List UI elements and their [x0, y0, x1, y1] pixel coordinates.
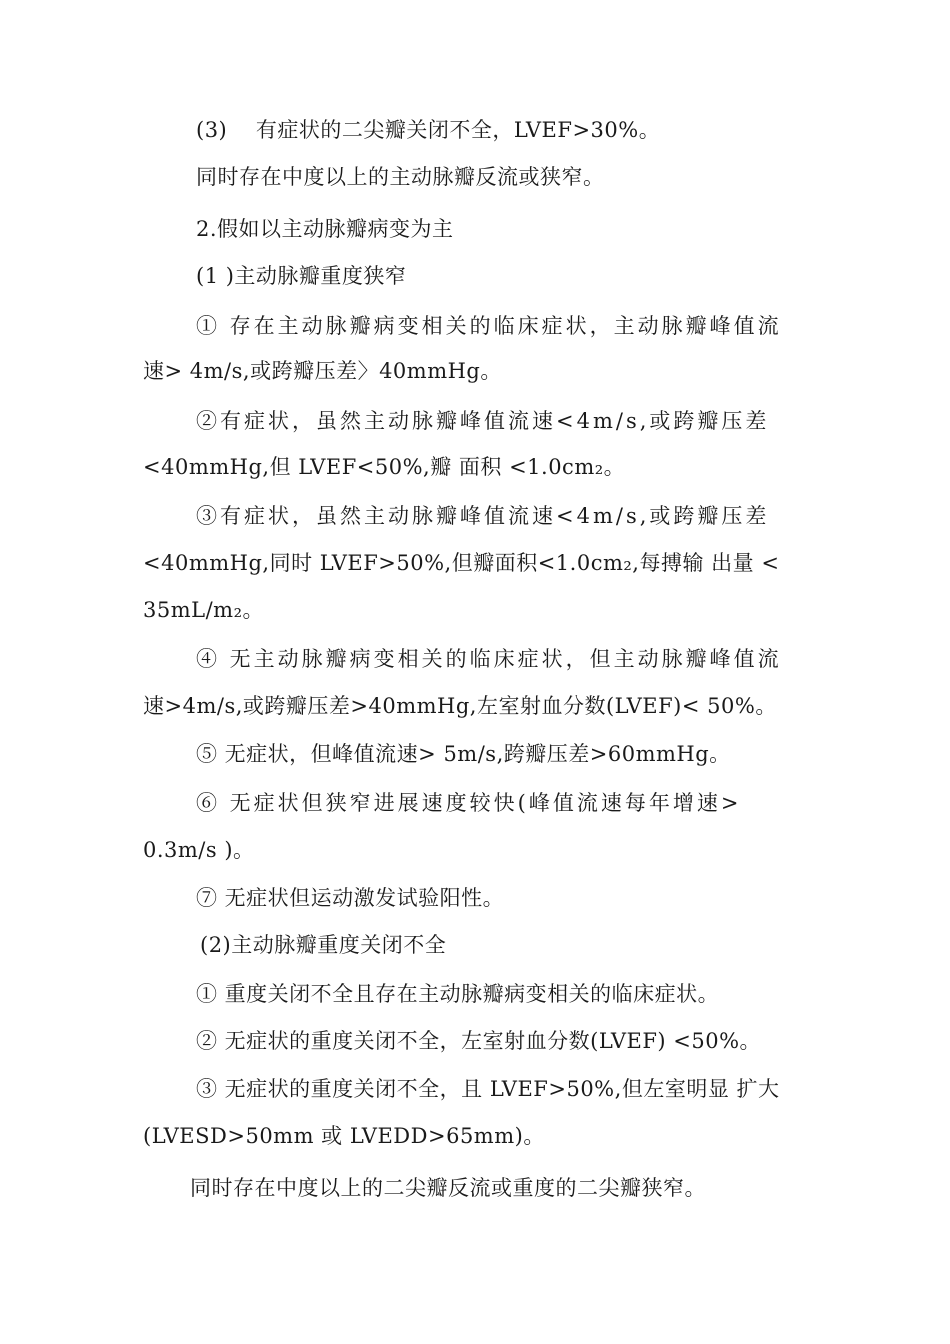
text-line-7: ②有症状，虽然主动脉瓣峰值流速<4m/s,或跨瓣压差 — [196, 409, 770, 433]
text-line-4: (1 )主动脉瓣重度狭窄 — [196, 264, 407, 288]
text-line-13: 速>4m/s,或跨瓣压差>40mmHg,左室射血分数(LVEF)< 50%。 — [143, 694, 777, 718]
text-line-16: 0.3m/s )。 — [143, 838, 255, 862]
text-line-5: ① 存在主动脉瓣病变相关的临床症状，主动脉瓣峰值流 — [196, 314, 782, 338]
text-line-21: ③ 无症状的重度关闭不全，且 LVEF>50%,但左室明显 扩大 — [196, 1077, 780, 1101]
text-line-15: ⑥ 无症状但狭窄进展速度较快(峰值流速每年增速> — [196, 791, 742, 815]
text-line-6: 速> 4m/s,或跨瓣压差〉40mmHg。 — [143, 359, 502, 383]
text-line-17: ⑦ 无症状但运动激发试验阳性。 — [196, 886, 505, 910]
text-line-19: ① 重度关闭不全且存在主动脉瓣病变相关的临床症状。 — [196, 982, 720, 1006]
text-line-11: 35mL/m₂。 — [143, 598, 264, 622]
text-line-22: (LVESD>50mm 或 LVEDD>65mm)。 — [143, 1124, 545, 1148]
text-line-18: (2)主动脉瓣重度关闭不全 — [200, 933, 447, 957]
text-line-9: ③有症状，虽然主动脉瓣峰值流速<4m/s,或跨瓣压差 — [196, 504, 770, 528]
text-line-12: ④ 无主动脉瓣病变相关的临床症状，但主动脉瓣峰值流 — [196, 647, 782, 671]
text-line-8: <40mmHg,但 LVEF<50%,瓣 面积 <1.0cm₂。 — [143, 455, 626, 479]
text-line-14: ⑤ 无症状，但峰值流速> 5m/s,跨瓣压差>60mmHg。 — [196, 742, 731, 766]
text-line-3: 2.假如以主动脉瓣病变为主 — [196, 217, 454, 241]
text-line-23: 同时存在中度以上的二尖瓣反流或重度的二尖瓣狭窄。 — [190, 1176, 706, 1200]
text-line-1: (3) 有症状的二尖瓣关闭不全，LVEF>30%。 — [196, 118, 661, 142]
text-line-20: ② 无症状的重度关闭不全，左室射血分数(LVEF) <50%。 — [196, 1029, 762, 1053]
text-line-2: 同时存在中度以上的主动脉瓣反流或狭窄。 — [196, 165, 605, 189]
text-line-10: <40mmHg,同时 LVEF>50%,但瓣面积<1.0cm₂,每搏输 出量 < — [143, 551, 780, 575]
